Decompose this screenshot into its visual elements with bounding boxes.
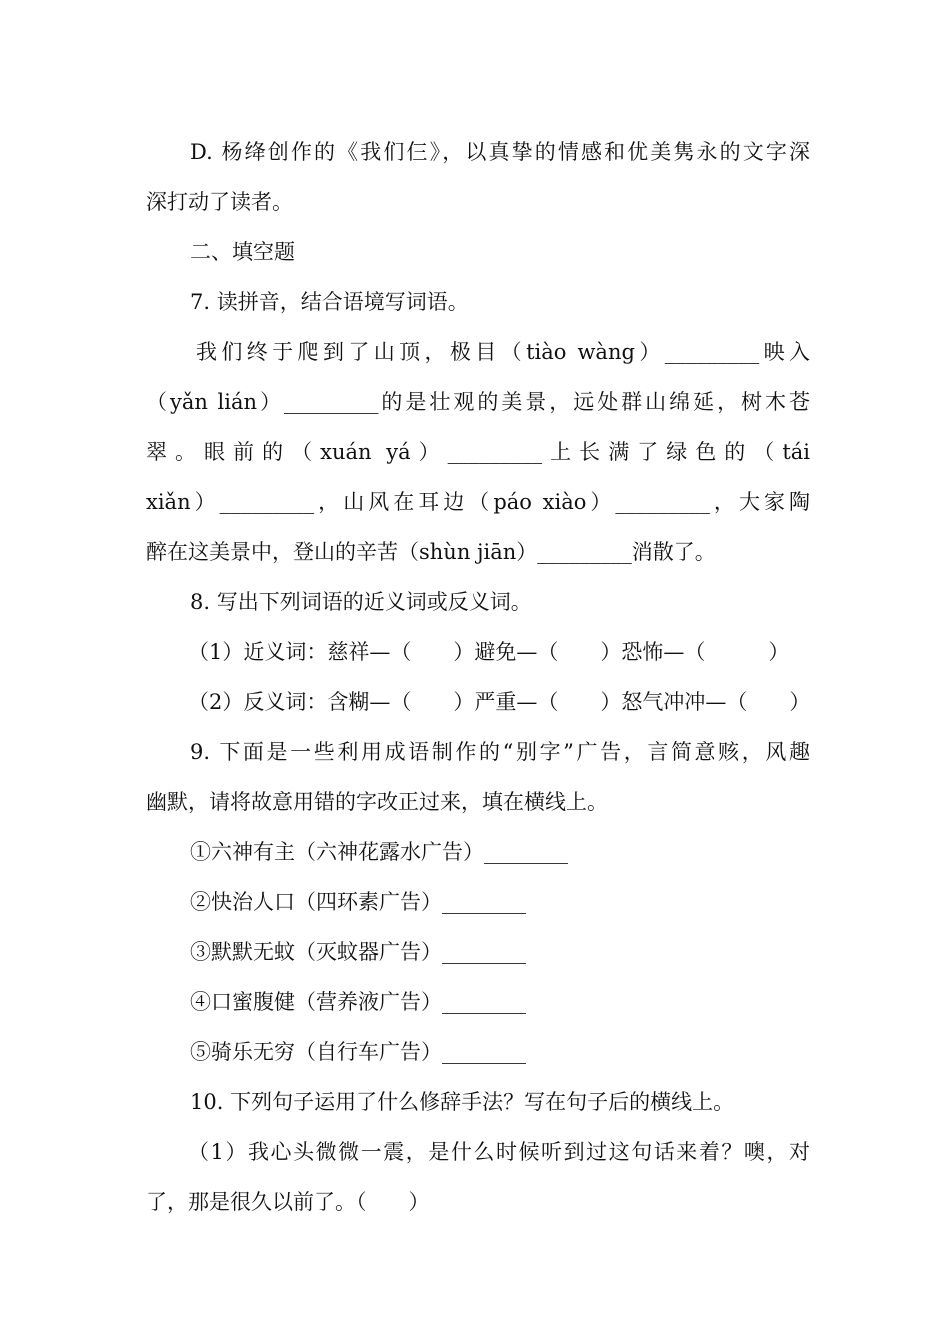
question-7-passage-line-3: 翠。眼前的（xuán yá）_________上长满了绿色的（tái — [146, 440, 810, 464]
option-d-line-1: D. 杨绛创作的《我们仨》，以真挚的情感和优美隽永的文字深 — [190, 140, 810, 164]
question-9-item-4: ④口蜜腹健（营养液广告）________ — [190, 990, 526, 1014]
question-9-title-line-1: 9. 下面是一些利用成语制作的“别字”广告，言简意赅，风趣 — [190, 740, 810, 764]
question-8-synonyms: （1）近义词：慈祥—（ ）避免—（ ）恐怖—（ ） — [188, 640, 790, 664]
section-heading: 二、填空题 — [190, 240, 295, 264]
question-8-title: 8. 写出下列词语的近义词或反义词。 — [190, 590, 532, 614]
question-10-sentence-1-line-2: 了，那是很久以前了。（ ） — [146, 1190, 430, 1214]
question-7-passage-line-5: 醉在这美景中，登山的辛苦（shùn jiān）_________消散了。 — [146, 540, 716, 564]
question-9-item-3: ③默默无蚊（灭蚊器广告）________ — [190, 940, 526, 964]
question-7-title: 7. 读拼音，结合语境写词语。 — [190, 290, 469, 314]
question-9-item-5: ⑤骑乐无穷（自行车广告）________ — [190, 1040, 526, 1064]
question-10-sentence-1-line-1: （1）我心头微微一震，是什么时候听到过这句话来着？噢，对 — [188, 1140, 810, 1164]
question-9-title-line-2: 幽默，请将故意用错的字改正过来，填在横线上。 — [146, 790, 608, 814]
question-10-title: 10. 下列句子运用了什么修辞手法？写在句子后的横线上。 — [190, 1090, 735, 1114]
question-7-passage-line-4: xiǎn）_________，山风在耳边（páo xiào）_________，大家陶 — [146, 490, 810, 514]
question-7-passage-line-2: （yǎn lián）_________的是壮观的美景，远处群山绵延，树木苍 — [146, 390, 810, 414]
question-8-antonyms: （2）反义词：含糊—（ ）严重—（ ）怒气冲冲—（ ） — [188, 690, 811, 714]
option-d-line-2: 深打动了读者。 — [146, 190, 293, 214]
question-7-passage-line-1: 我们终于爬到了山顶，极目（tiào wàng）_________映入 — [196, 340, 810, 364]
question-9-item-1: ①六神有主（六神花露水广告）________ — [190, 840, 568, 864]
question-9-item-2: ②快治人口（四环素广告）________ — [190, 890, 526, 914]
